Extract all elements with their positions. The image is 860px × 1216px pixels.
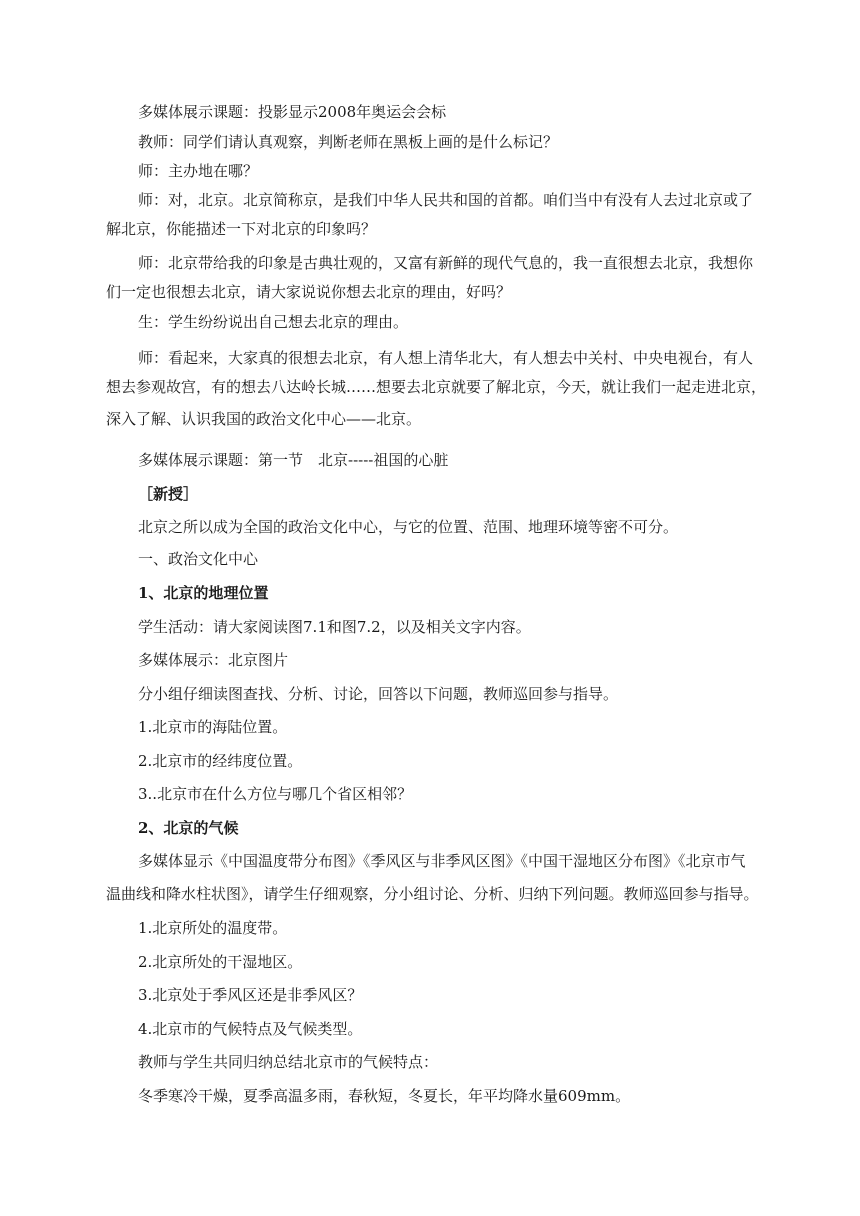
line-29: 4.北京市的气候特点及气候类型。 [138, 1020, 363, 1038]
line-3: 师：主办地在哪？ [138, 162, 259, 180]
line-11: 深入了解、认识我国的政治文化中心——北京。 [106, 410, 422, 428]
line-18: 多媒体展示：北京图片 [138, 651, 289, 669]
line-20: 1.北京市的海陆位置。 [138, 718, 288, 736]
line-24: 多媒体显示《中国温度带分布图》《季风区与非季风区图》《中国干湿地区分布图》《北京市气 [138, 852, 746, 870]
line-8: 生：学生纷纷说出自己想去北京的理由。 [138, 313, 409, 331]
subheading-climate: 2、北京的气候 [138, 819, 239, 837]
subheading-location: 1、北京的地理位置 [138, 584, 269, 602]
line-28: 3.北京处于季风区还是非季风区？ [138, 986, 363, 1004]
line-12: 多媒体展示课题：第一节 北京-----祖国的心脏 [138, 451, 449, 469]
line-19: 分小组仔细读图查找、分析、讨论，回答以下问题，教师巡回参与指导。 [138, 685, 619, 703]
line-14: 北京之所以成为全国的政治文化中心，与它的位置、范围、地理环境等密不可分。 [138, 518, 679, 536]
line-17: 学生活动：请大家阅读图7.1和图7.2，以及相关文字内容。 [138, 618, 531, 636]
line-25: 温曲线和降水柱状图》，请学生仔细观察，分小组讨论、分析、归纳下列问题。教师巡回参与指导。 [106, 885, 759, 903]
line-10: 想去参观故宫，有的想去八达岭长城……想要去北京就要了解北京，今天，就让我们一起走进北京， [106, 378, 767, 396]
line-5: 解北京，你能描述一下对北京的印象吗？ [106, 220, 377, 238]
line-30: 教师与学生共同归纳总结北京市的气候特点： [138, 1053, 439, 1071]
line-6: 师：北京带给我的印象是古典壮观的，又富有新鲜的现代气息的，我一直很想去北京，我想你 [138, 254, 754, 272]
line-21: 2.北京市的经纬度位置。 [138, 752, 303, 770]
line-22: 3..北京市在什么方位与哪几个省区相邻？ [138, 785, 413, 803]
line-1: 多媒体展示课题：投影显示2008年奥运会会标 [138, 103, 447, 121]
line-2: 教师：同学们请认真观察，判断老师在黑板上画的是什么标记？ [138, 133, 559, 151]
line-9: 师：看起来，大家真的很想去北京，有人想上清华北大，有人想去中关村、中央电视台，有人 [138, 349, 754, 367]
line-27: 2.北京所处的干湿地区。 [138, 953, 303, 971]
line-26: 1.北京所处的温度带。 [138, 919, 288, 937]
line-15: 一、政治文化中心 [138, 550, 259, 568]
section-heading-new-lesson: ［新授］ [138, 485, 199, 503]
line-4: 师：对，北京。北京简称京，是我们中华人民共和国的首都。咱们当中有没有人去过北京或了 [138, 191, 754, 209]
line-7: 们一定也很想去北京，请大家说说你想去北京的理由，好吗？ [106, 283, 512, 301]
line-31: 冬季寒冷干燥，夏季高温多雨，春秋短，冬夏长，年平均降水量609mm。 [138, 1087, 631, 1105]
